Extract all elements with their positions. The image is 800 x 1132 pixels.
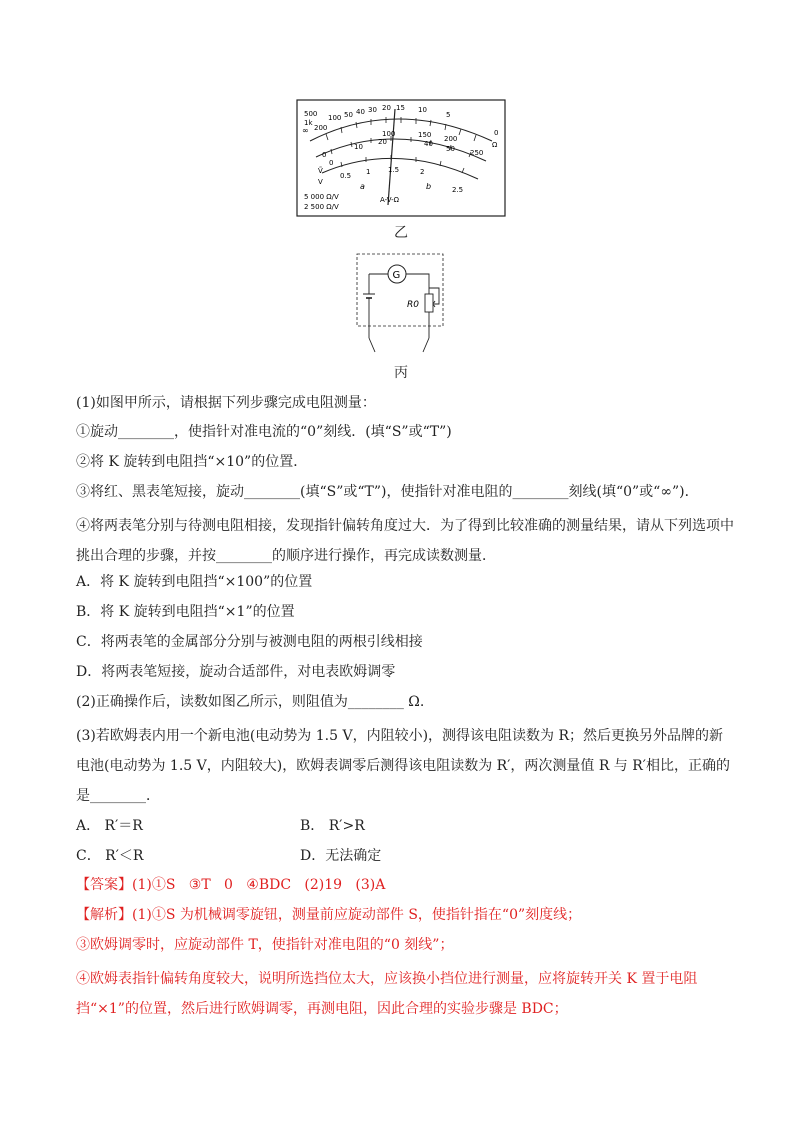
circuit-diagram bbox=[355, 252, 445, 362]
meter-mid-150: 150 bbox=[418, 131, 432, 139]
meter-mid-10: 10 bbox=[354, 143, 363, 151]
meter-ohm-200: 200 bbox=[314, 124, 328, 132]
meter-ohm-30: 30 bbox=[368, 106, 377, 114]
meter-ohm-500: 500 bbox=[304, 110, 318, 118]
meter-label-2500: 2 500 Ω/V bbox=[304, 203, 339, 211]
meter-low-1: 1 bbox=[366, 168, 371, 176]
question-1-intro: (1)如图甲所示，请根据下列步骤完成电阻测量： bbox=[76, 395, 376, 411]
meter-mid-0: 0 bbox=[322, 151, 327, 159]
meter-mid-200: 200 bbox=[444, 135, 458, 143]
meter-ohm-unit: Ω bbox=[492, 141, 498, 149]
q3-choice-c: C． R′＜R bbox=[76, 848, 144, 864]
meter-low-2.5: 2.5 bbox=[452, 186, 464, 194]
meter-mid-50: 50 bbox=[446, 145, 455, 153]
answer-line: 【答案】(1)①S ③T 0 ④BDC (2)19 (3)A bbox=[76, 877, 386, 893]
step-4: ④将两表笔分别与待测电阻相接，发现指针偏转角度过大．为了得到比较准确的测量结果，请从下列选项中挑出合理的步骤，并按________的顺序进行操作，再完成读数测量． bbox=[76, 518, 734, 564]
meter-ohm-1k: 1k bbox=[304, 119, 313, 127]
q3-choice-b: B． R′>R bbox=[300, 818, 365, 834]
meter-mark-avo: A-V-Ω bbox=[380, 196, 400, 204]
meter-mid-40: 40 bbox=[424, 140, 433, 148]
meter-label-5000: 5 000 Ω/V bbox=[304, 193, 339, 201]
option-d: D．将两表笔短接，旋动合适部件，对电表欧姆调零 bbox=[76, 664, 396, 680]
meter-ohm-20: 20 bbox=[382, 104, 391, 112]
meter-infinity: ∞ bbox=[302, 126, 309, 135]
meter-ohm-40: 40 bbox=[356, 108, 365, 116]
meter-ohm-0: 0 bbox=[494, 129, 499, 137]
figure-label-yi: 乙 bbox=[394, 225, 408, 241]
meter-ohm-5: 5 bbox=[446, 111, 451, 119]
option-b: B．将 K 旋转到电阻挡“×1”的位置 bbox=[76, 604, 295, 620]
galvanometer-label: G bbox=[392, 270, 401, 281]
meter-dial-image bbox=[296, 99, 506, 217]
meter-mid-20: 20 bbox=[378, 138, 387, 146]
analysis-line-3: ④欧姆表指针偏转角度较大，说明所选挡位太大，应该换小挡位进行测量，应将旋转开关 K 置于电阻挡“×1”的位置，然后进行欧姆调零，再测电阻，因此合理的实验步骤是 BDC； bbox=[76, 971, 698, 1017]
figure-label-bing: 丙 bbox=[394, 365, 408, 381]
step-2: ②将 K 旋转到电阻挡“×10”的位置． bbox=[76, 454, 308, 470]
meter-low-1.5: 1.5 bbox=[388, 166, 400, 174]
meter-low-2: 2 bbox=[420, 168, 425, 176]
step-1: ①旋动________，使指针对准电流的“0”刻线．(填“S”或“T”) bbox=[76, 424, 452, 440]
meter-mid-100: 100 bbox=[382, 130, 396, 138]
option-a: A．将 K 旋转到电阻挡“×100”的位置 bbox=[76, 574, 313, 590]
option-c: C．将两表笔的金属部分分别与被测电阻的两根引线相接 bbox=[76, 634, 423, 650]
resistor-label: R0 bbox=[407, 300, 419, 310]
q3-choice-a: A． R′＝R bbox=[76, 818, 143, 834]
meter-mark-b: b bbox=[426, 182, 432, 191]
analysis-line-1: 【解析】(1)①S 为机械调零旋钮，测量前应旋动部件 S，使指针指在“0”刻度线； bbox=[76, 907, 582, 923]
meter-label-vac: Ṽ bbox=[318, 167, 323, 175]
meter-ohm-50: 50 bbox=[344, 111, 353, 119]
meter-mid-zero2: 0 bbox=[329, 159, 334, 167]
meter-mid-250: 250 bbox=[470, 149, 484, 157]
question-3: (3)若欧姆表内用一个新电池(电动势为 1.5 V，内阻较小)，测得该电阻读数为 R；然后更换另外品牌的新电池(电动势为 1.5 V，内阻较大)，欧姆表调零后测得该电阻读数为 R′，两次测量值 R 与 R′相比，正确的是________． bbox=[76, 728, 730, 804]
meter-ohm-10: 10 bbox=[418, 106, 427, 114]
meter-mark-a: a bbox=[360, 182, 365, 191]
meter-ohm-15: 15 bbox=[396, 104, 405, 112]
analysis-line-2: ③欧姆调零时，应旋动部件 T，使指针对准电阻的“0 刻线”； bbox=[76, 937, 454, 953]
q3-choice-d: D．无法确定 bbox=[300, 848, 382, 864]
step-3: ③将红、黑表笔短接，旋动________(填“S”或“T”)，使指针对准电阻的________刻线(填“0”或“∞”)． bbox=[76, 484, 699, 500]
circuit-figure bbox=[355, 252, 445, 362]
meter-figure bbox=[296, 99, 506, 217]
meter-label-v: V bbox=[318, 178, 323, 186]
question-2: (2)正确操作后，读数如图乙所示，则阻值为________ Ω. bbox=[76, 694, 425, 710]
meter-ohm-100: 100 bbox=[328, 114, 342, 122]
meter-low-0.5: 0.5 bbox=[340, 172, 352, 180]
